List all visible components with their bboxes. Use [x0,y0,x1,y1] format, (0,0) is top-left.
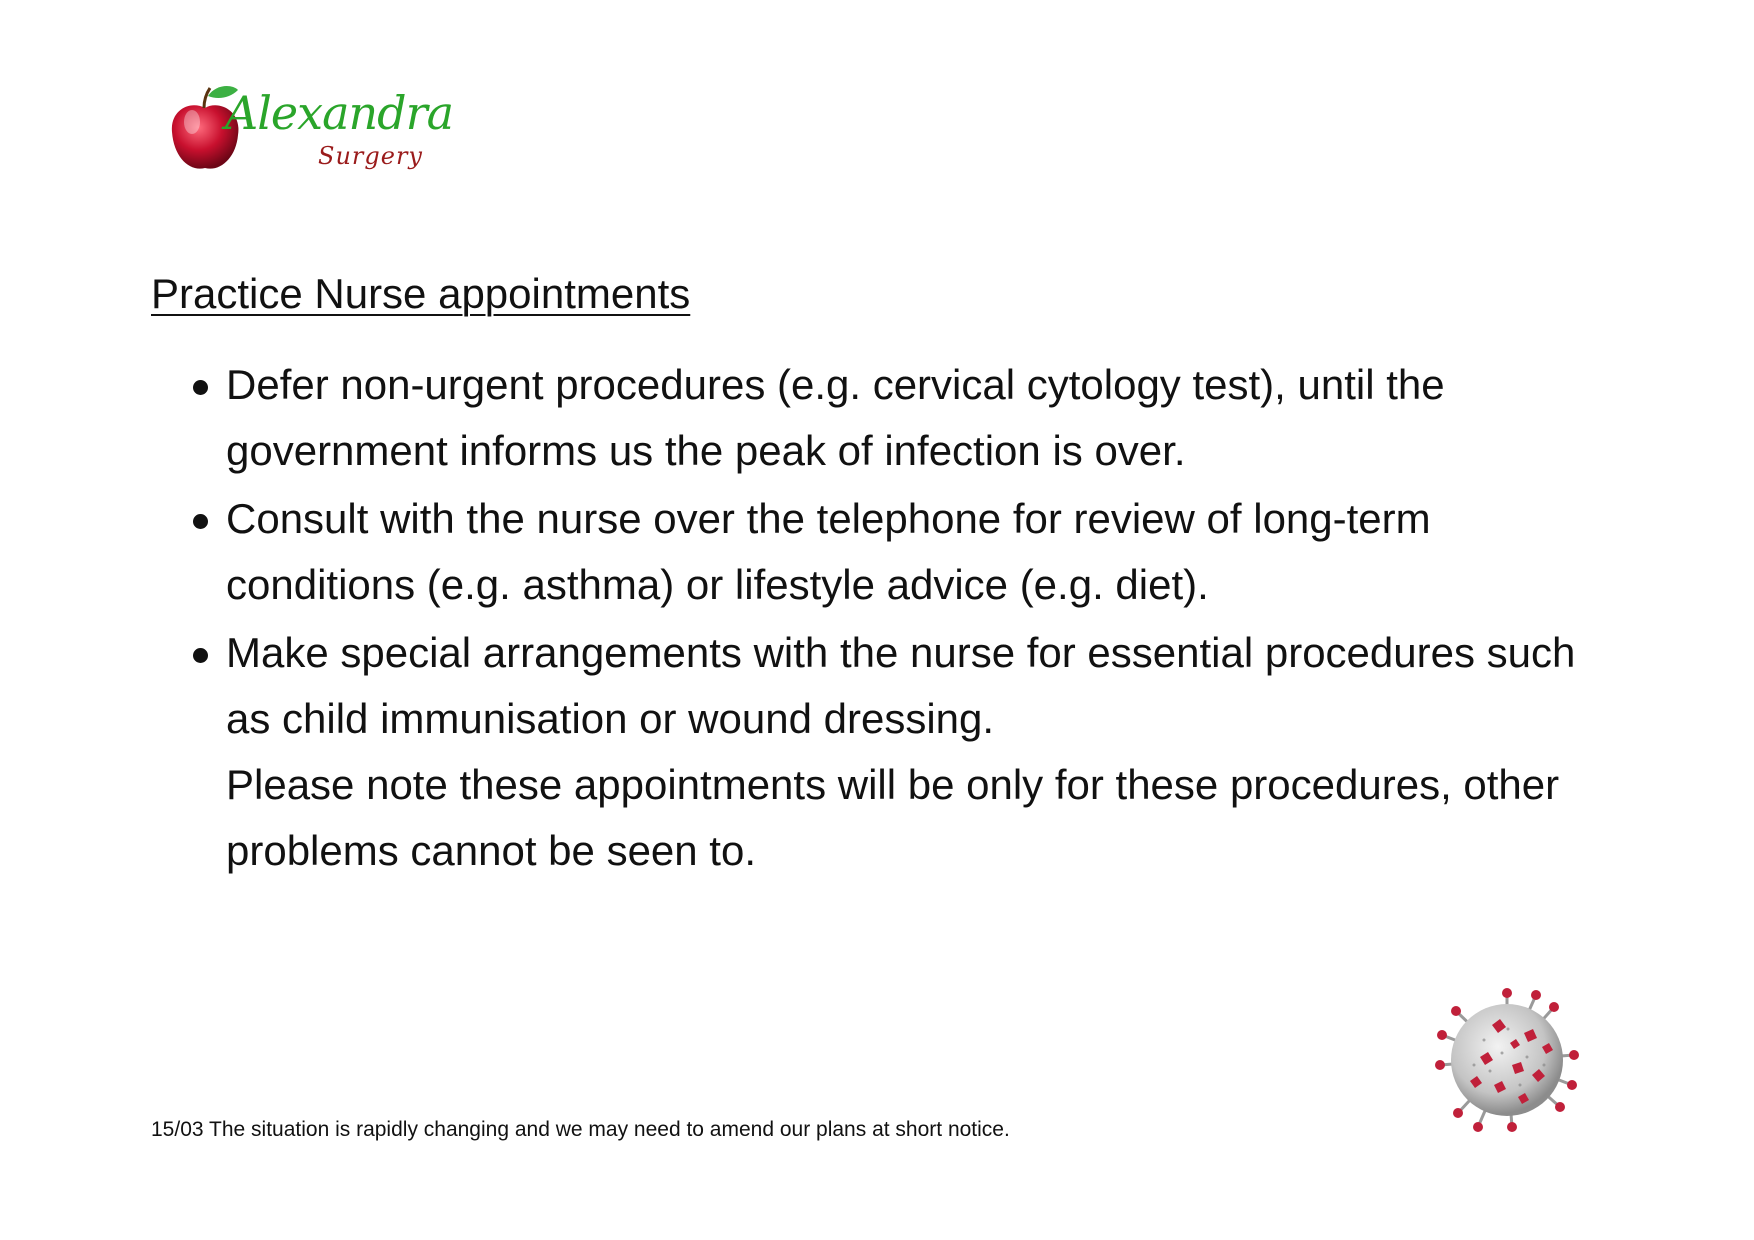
virus-illustration [1432,985,1582,1135]
page-title: Practice Nurse appointments [151,270,691,317]
list-item-text: Make special arrangements with the nurse for essential procedures such as child immunisation or wound dressing. [226,629,1576,742]
footer-note: 15/03 The situation is rapidly changing and we may need to amend our plans at short notice. [151,1118,1010,1141]
practice-logo [160,80,454,180]
list-item-note: Please note these appointments will be only for these procedures, other problems cannot be seen to. [226,761,1560,874]
bullet-icon [193,514,208,529]
bullet-icon [193,380,208,395]
logo-subtitle: Surgery [318,142,423,170]
logo-name: Alexandra [225,86,454,140]
list-item-text: Defer non-urgent procedures (e.g. cervical cytology test), until the government informs us the peak of infection is over. [226,361,1445,474]
virus-icon [1432,985,1582,1135]
list-item [188,620,1608,884]
guidance-list [188,352,1608,886]
list-item [188,486,1608,618]
list-item [188,352,1608,484]
list-item-text: Consult with the nurse over the telephone for review of long-term conditions (e.g. asthma) or lifestyle advice (e.g. diet). [226,495,1431,608]
bullet-icon [193,648,208,663]
